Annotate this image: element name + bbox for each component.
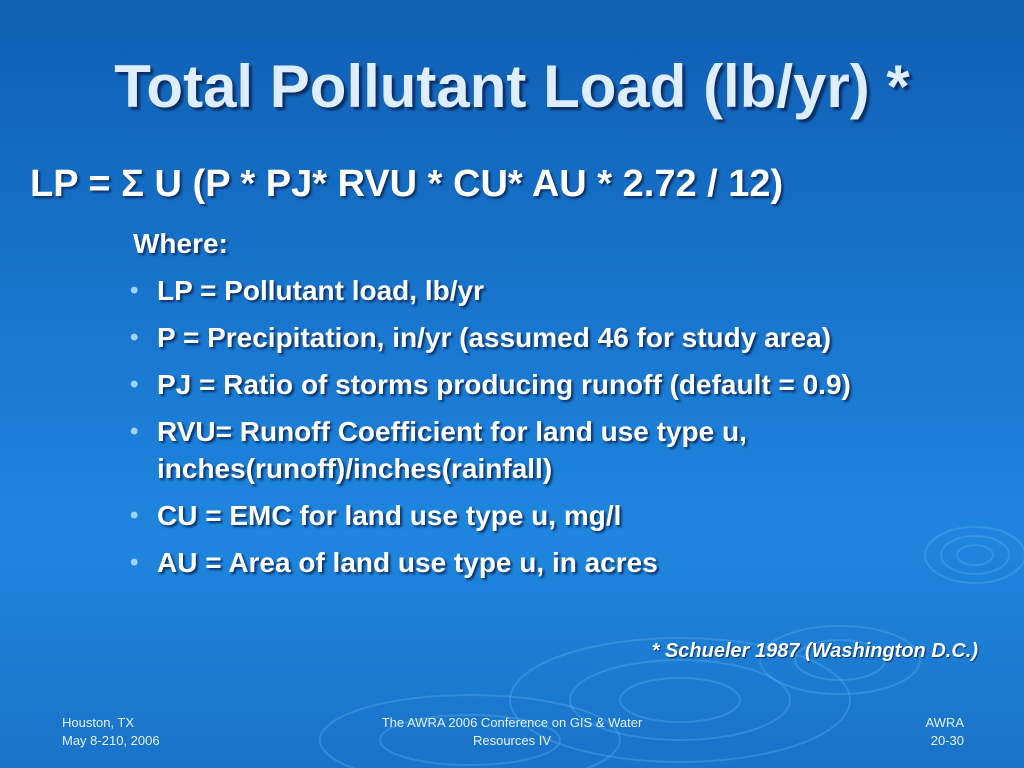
list-item xyxy=(130,497,1010,534)
footer-page: 20-30 xyxy=(930,733,964,748)
bullet-icon: • xyxy=(130,371,139,398)
slide-title: Total Pollutant Load (lb/yr) * xyxy=(114,53,910,120)
citation: * Schueler 1987 (Washington D.C.) xyxy=(651,640,978,662)
bullet-icon: • xyxy=(130,277,139,304)
where-label: Where: xyxy=(133,228,228,259)
list-item-text: RVU= Runoff Coefficient for land use type u, inches(runoff)/inches(rainfall) xyxy=(157,416,747,484)
list-item xyxy=(130,319,1010,356)
footer-conference-line1: The AWRA 2006 Conference on GIS & Water xyxy=(381,715,643,730)
bullet-icon: • xyxy=(130,549,139,576)
list-item xyxy=(130,544,1010,581)
formula: LP = Σ U (P * PJ* RVU * CU* AU * 2.72 / 12) xyxy=(30,163,784,205)
footer-conference-line2: Resources IV xyxy=(472,733,552,748)
list-item xyxy=(130,272,1010,309)
bullet-icon: • xyxy=(130,502,139,529)
footer-date: May 8-210, 2006 xyxy=(62,733,160,748)
list-item-text: CU = EMC for land use type u, mg/l xyxy=(157,500,622,531)
list-item-text: P = Precipitation, in/yr (assumed 46 for study area) xyxy=(157,322,832,353)
footer-location-date xyxy=(62,714,160,750)
footer-slide-number xyxy=(925,714,964,750)
footer-org: AWRA xyxy=(925,715,964,730)
list-item-text: LP = Pollutant load, lb/yr xyxy=(157,275,484,306)
bullet-icon: • xyxy=(130,324,139,351)
definition-list xyxy=(130,272,1010,591)
list-item xyxy=(130,366,1010,403)
list-item-text: AU = Area of land use type u, in acres xyxy=(157,547,658,578)
bullet-icon: • xyxy=(130,418,139,445)
list-item-text: PJ = Ratio of storms producing runoff (default = 0.9) xyxy=(157,369,851,400)
footer-location: Houston, TX xyxy=(62,715,135,730)
footer-conference xyxy=(352,714,672,750)
list-item xyxy=(130,413,1010,487)
